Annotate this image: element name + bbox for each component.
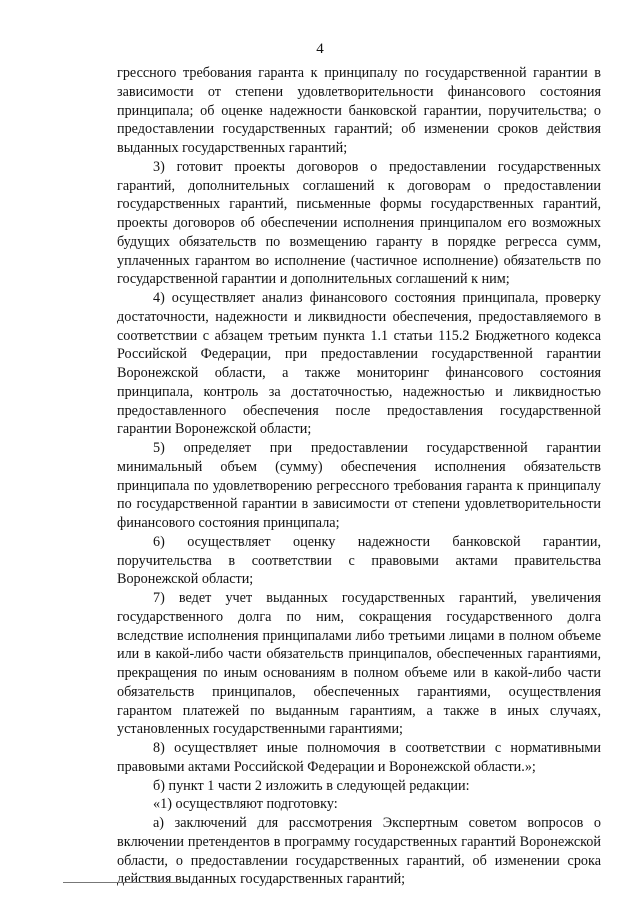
- paragraph-item-6: 6) осуществляет оценку надежности банковской гарантии, поручительства в соответствии с правовыми актами правительства Воронежской области;: [117, 533, 601, 588]
- paragraph-new-item-1: «1) осуществляют подготовку:: [153, 796, 338, 813]
- document-body: [117, 64, 601, 889]
- paragraph-item-7: 7) ведет учет выданных государственных гарантий, увеличения государственного долга по ним, сокращения государственного долга вследствие исполнения принципалами либо третьими лицами в полном объеме или в какой-либо части обязательств принципалов, обеспеченных гарантиями, прекращения по иным основаниям в полном объеме или в какой-либо части обязательств принципалов, обеспеченных гарантиями, осуществления гарантом платежей по выданным гарантиям, а также в иных случаях, установленных государственными гарантиями;: [117, 590, 601, 738]
- paragraph-item-5: 5) определяет при предоставлении государственной гарантии минимальный объем (сумму) обеспечения исполнения обязательств принципала по удовлетворению регрессного требования гаранта к принципалу по государственной гарантии в зависимости от степени удовлетворительности финансового состояния принципала;: [117, 440, 601, 531]
- page-number: 4: [316, 41, 324, 57]
- paragraph-item-4: 4) осуществляет анализ финансового состояния принципала, проверку достаточности, надежности и ликвидности обеспечения, предоставляемого в соответствии с абзацем третьим пункта 1.1 статьи 115.2 Бюджетного кодекса Российской Федерации, при предоставлении государственной гарантии Воронежской области, а также мониторинг финансового состояния принципала, контроль за достаточностью, надежностью и ликвидностью предоставленного обеспечения после предоставления государственной гарантии Воронежской области;: [117, 290, 601, 438]
- paragraph-amendment-b: б) пункт 1 части 2 изложить в следующей редакции:: [153, 777, 470, 794]
- paragraph-continuation: грессного требования гаранта к принципалу по государственной гарантии в зависимости от степени удовлетворительности финансового состояния принципала; об оценке надежности банковской гарантии, поручительства; о предоставлении государственных гарантий; об изменении сроков действия выданных государственных гарантий;: [117, 65, 601, 156]
- paragraph-item-8: 8) осуществляет иные полномочия в соответствии с нормативными правовыми актами Российской Федерации и Воронежской области.»;: [117, 740, 601, 775]
- paragraph-item-3: 3) готовит проекты договоров о предоставлении государственных гарантий, дополнительных соглашений к договорам о предоставлении государственных гарантий, письменные формы государственных гарантий, проекты договоров об обеспечении исполнения принципалом его возможных будущих обязательств по возмещению гаранту в порядке регресса сумм, уплаченных гарантом во исполнение (частичное исполнение) обязательств по государственной гарантии и дополнительных соглашений к ним;: [117, 158, 601, 288]
- footer-divider: [63, 882, 181, 883]
- paragraph-subitem-a: а) заключений для рассмотрения Экспертным советом вопросов о включении претендентов в программу государственных гарантий Воронежской области, о предоставлении государственных гарантий, об изменении срока действия выданных государственных гарантий;: [117, 815, 601, 888]
